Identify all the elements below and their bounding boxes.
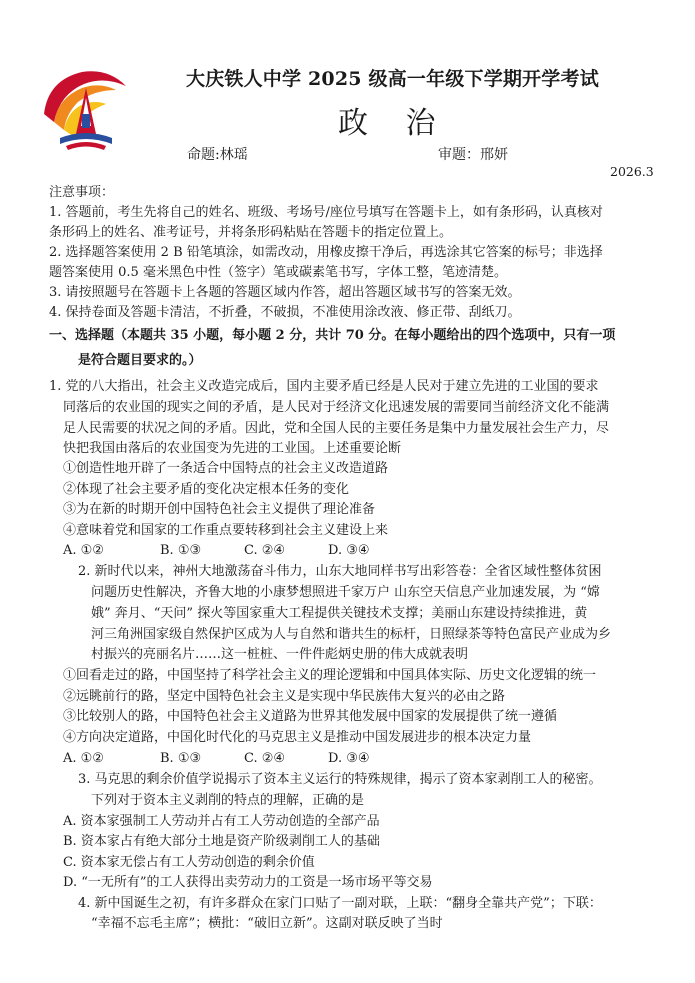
reviewer-line: 审题：邢妍 <box>438 147 508 163</box>
q3-option-b: B. 资本家占有绝大部分土地是资产阶级剥削工人的基础 <box>63 834 380 849</box>
q1-stem: 快把我国由落后的农业国变为先进的工业国。上述重要论断 <box>63 441 402 456</box>
notes-line: 4. 保持卷面及答题卡清洁，不折叠，不破损，不准使用涂改液、修正带、刮纸刀。 <box>49 305 521 320</box>
q2-item: ①回看走过的路，中国坚持了科学社会主义的理论逻辑和中国具体实际、历史文化逻辑的统一 <box>63 668 597 683</box>
q1-option-d: D. ③④ <box>328 543 370 558</box>
notes-line: 1. 答题前，考生先将自己的姓名、班级、考场号/座位号填写在答题卡上，如有条形码，认真核对 <box>49 205 603 220</box>
q1-option-c: C. ②④ <box>244 543 286 558</box>
exam-title: 大庆铁人中学 2025 级高一年级下学期开学考试 <box>186 68 599 90</box>
q1-item: ③为在新的时期开创中国特色社会主义提供了理论准备 <box>63 502 376 517</box>
q3-stem: 3. 马克思的剩余价值学说揭示了资本主义运行的特殊规律，揭示了资本家剥削工人的秘密。 <box>78 772 602 787</box>
q2-item: ④方向决定道路，中国化时代化的马克思主义是推动中国发展进步的根本决定力量 <box>63 730 532 745</box>
q2-item: ③比较别人的路，中国特色社会主义道路为世界其他发展中国家的发展提供了统一遵循 <box>63 709 558 724</box>
q1-stem: 同落后的农业国的现实之间的矛盾，是人民对于经济文化迅速发展的需要同当前经济文化不能满 <box>63 400 610 415</box>
q1-stem: 1. 党的八大指出，社会主义改造完成后，国内主要矛盾已经是人民对于建立先进的工业国的要求 <box>49 379 599 394</box>
q3-stem: 下列对于资本主义剥削的特点的理解，正确的是 <box>91 793 365 808</box>
exam-date: 2026.3 <box>610 164 654 179</box>
q2-stem: 村振兴的亮丽名片……这一桩桩、一件件彪炳史册的伟大成就表明 <box>91 647 469 662</box>
q2-stem: 河三角洲国家级自然保护区成为人与自然和谐共生的标杆，日照绿茶等特色富民产业成为乡 <box>91 627 612 642</box>
author-line: 命题:林瑶 <box>187 147 248 163</box>
q2-item: ②远眺前行的路，坚定中国特色社会主义是实现中华民族伟大复兴的必由之路 <box>63 689 506 704</box>
q2-option-d: D. ③④ <box>328 751 370 766</box>
q2-stem: 问题历史性解决，齐鲁大地的小康梦想照进千家万户 山东空天信息产业加速发展，为 “嫦 <box>91 585 600 600</box>
school-logo <box>38 64 134 156</box>
q2-option-c: C. ②④ <box>244 751 286 766</box>
notes-line: 条形码上的姓名、准考证号，并将条形码粘贴在答题卡的指定位置上。 <box>49 225 453 240</box>
subject-title: 政 治 <box>338 106 450 141</box>
q4-stem: 4. 新中国诞生之初，有许多群众在家门口贴了一副对联，上联：“翻身全靠共产党”；下联： <box>78 896 602 911</box>
q3-option-c: C. 资本家无偿占有工人劳动创造的剩余价值 <box>63 855 315 870</box>
q2-option-a: A. ①② <box>63 751 104 766</box>
notes-line: 3. 请按照题号在答题卡上各题的答题区域内作答，超出答题区域书写的答案无效。 <box>49 285 521 300</box>
q3-option-d: D. “一无所有”的工人获得出卖劳动力的工资是一场市场平等交易 <box>63 875 433 890</box>
section-heading: 一、选择题（本题共 35 小题，每小题 2 分，共计 70 分。在每小题给出的四个选项中，只有一项 <box>49 328 616 343</box>
q1-option-b: B. ①③ <box>160 543 202 558</box>
q2-option-b: B. ①③ <box>160 751 202 766</box>
q2-stem: 娥” 奔月、“天问” 探火等国家重大工程提供关键技术支撑；美丽山东建设持续推进，黄 <box>91 606 588 621</box>
q1-stem: 足人民需要的状况之间的矛盾。因此，党和全国人民的主要任务是集中力量发展社会生产力，尽 <box>63 421 610 436</box>
section-heading-cont: 是符合题目要求的。） <box>78 353 202 368</box>
notes-heading: 注意事项： <box>49 185 115 200</box>
q4-stem: “幸福不忘毛主席”；横批：“破旧立新”。这副对联反映了当时 <box>91 916 443 931</box>
notes-line: 题答案使用 0.5 毫米黑色中性（签字）笔或碳素笔书写，字体工整，笔迹清楚。 <box>49 265 507 280</box>
notes-line: 2. 选择题答案使用 2 B 铅笔填涂，如需改动，用橡皮擦干净后，再选涂其它答案的标号；非选择 <box>49 245 603 260</box>
q1-item: ④意味着党和国家的工作重点要转移到社会主义建设上来 <box>63 523 389 538</box>
q1-item: ②体现了社会主要矛盾的变化决定根本任务的变化 <box>63 482 350 497</box>
q1-item: ①创造性地开辟了一条适合中国特点的社会主义改造道路 <box>63 461 389 476</box>
q2-stem: 2. 新时代以来，神州大地激荡奋斗伟力，山东大地同样书写出彩答卷：全省区域性整体贫困 <box>78 564 602 579</box>
q3-option-a: A. 资本家强制工人劳动并占有工人劳动创造的全部产品 <box>63 814 380 829</box>
q1-option-a: A. ①② <box>63 543 104 558</box>
